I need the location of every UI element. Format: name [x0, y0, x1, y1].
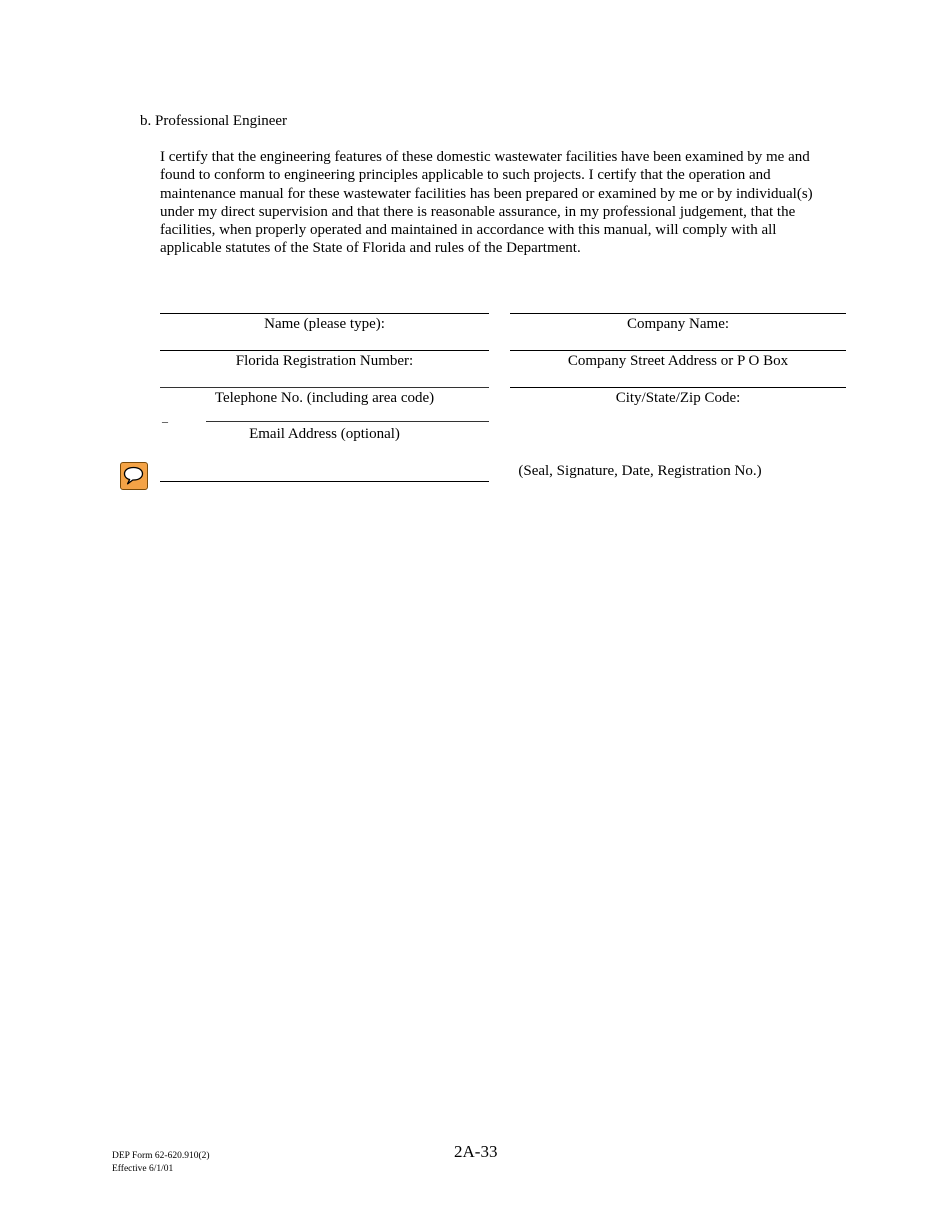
- name-input-line[interactable]: [160, 313, 489, 314]
- signature-input-line[interactable]: [160, 481, 489, 482]
- telephone-label: Telephone No. (including area code): [214, 390, 435, 406]
- email-label: Email Address (optional): [249, 426, 400, 442]
- city-state-zip-input-line[interactable]: [510, 387, 846, 388]
- page-number: 2A-33: [454, 1142, 498, 1161]
- form-number: DEP Form 62-620.910(2): [112, 1151, 210, 1161]
- company-name-input-line[interactable]: [510, 313, 846, 314]
- certification-paragraph: I certify that the engineering features of these domestic wastewater facilities have been examined by me and found to conform to engineering principles applicable to such projects. I certify that the operation and maintenance manual for these wastewater facilities has been prepared or examined by me or by individual(s) under my direct supervision and that there is reasonable assurance, in my professional judgement, that the facilities, when properly operated and maintained in accordance with this manual, will comply with all applicable statutes of the State of Florida and rules of the Department.: [160, 149, 813, 257]
- company-address-input-line[interactable]: [510, 350, 846, 351]
- section-heading: b. Professional Engineer: [140, 113, 288, 129]
- speech-bubble-icon: [121, 463, 146, 488]
- company-name-label: Company Name:: [626, 316, 730, 332]
- telephone-input-line[interactable]: [160, 387, 489, 388]
- form-footer: [112, 1150, 210, 1176]
- company-address-label: Company Street Address or P O Box: [567, 353, 789, 369]
- registration-label: Florida Registration Number:: [235, 353, 414, 369]
- comment-note-icon[interactable]: [120, 462, 148, 490]
- seal-signature-label: (Seal, Signature, Date, Registration No.): [518, 463, 762, 479]
- name-label: Name (please type):: [264, 316, 385, 332]
- certification-statement: [160, 148, 825, 258]
- city-state-zip-label: City/State/Zip Code:: [615, 390, 741, 406]
- effective-date: Effective 6/1/01: [112, 1164, 174, 1174]
- email-input-line[interactable]: [206, 421, 489, 422]
- stray-dash-mark: –: [162, 414, 168, 428]
- registration-input-line[interactable]: [160, 350, 489, 351]
